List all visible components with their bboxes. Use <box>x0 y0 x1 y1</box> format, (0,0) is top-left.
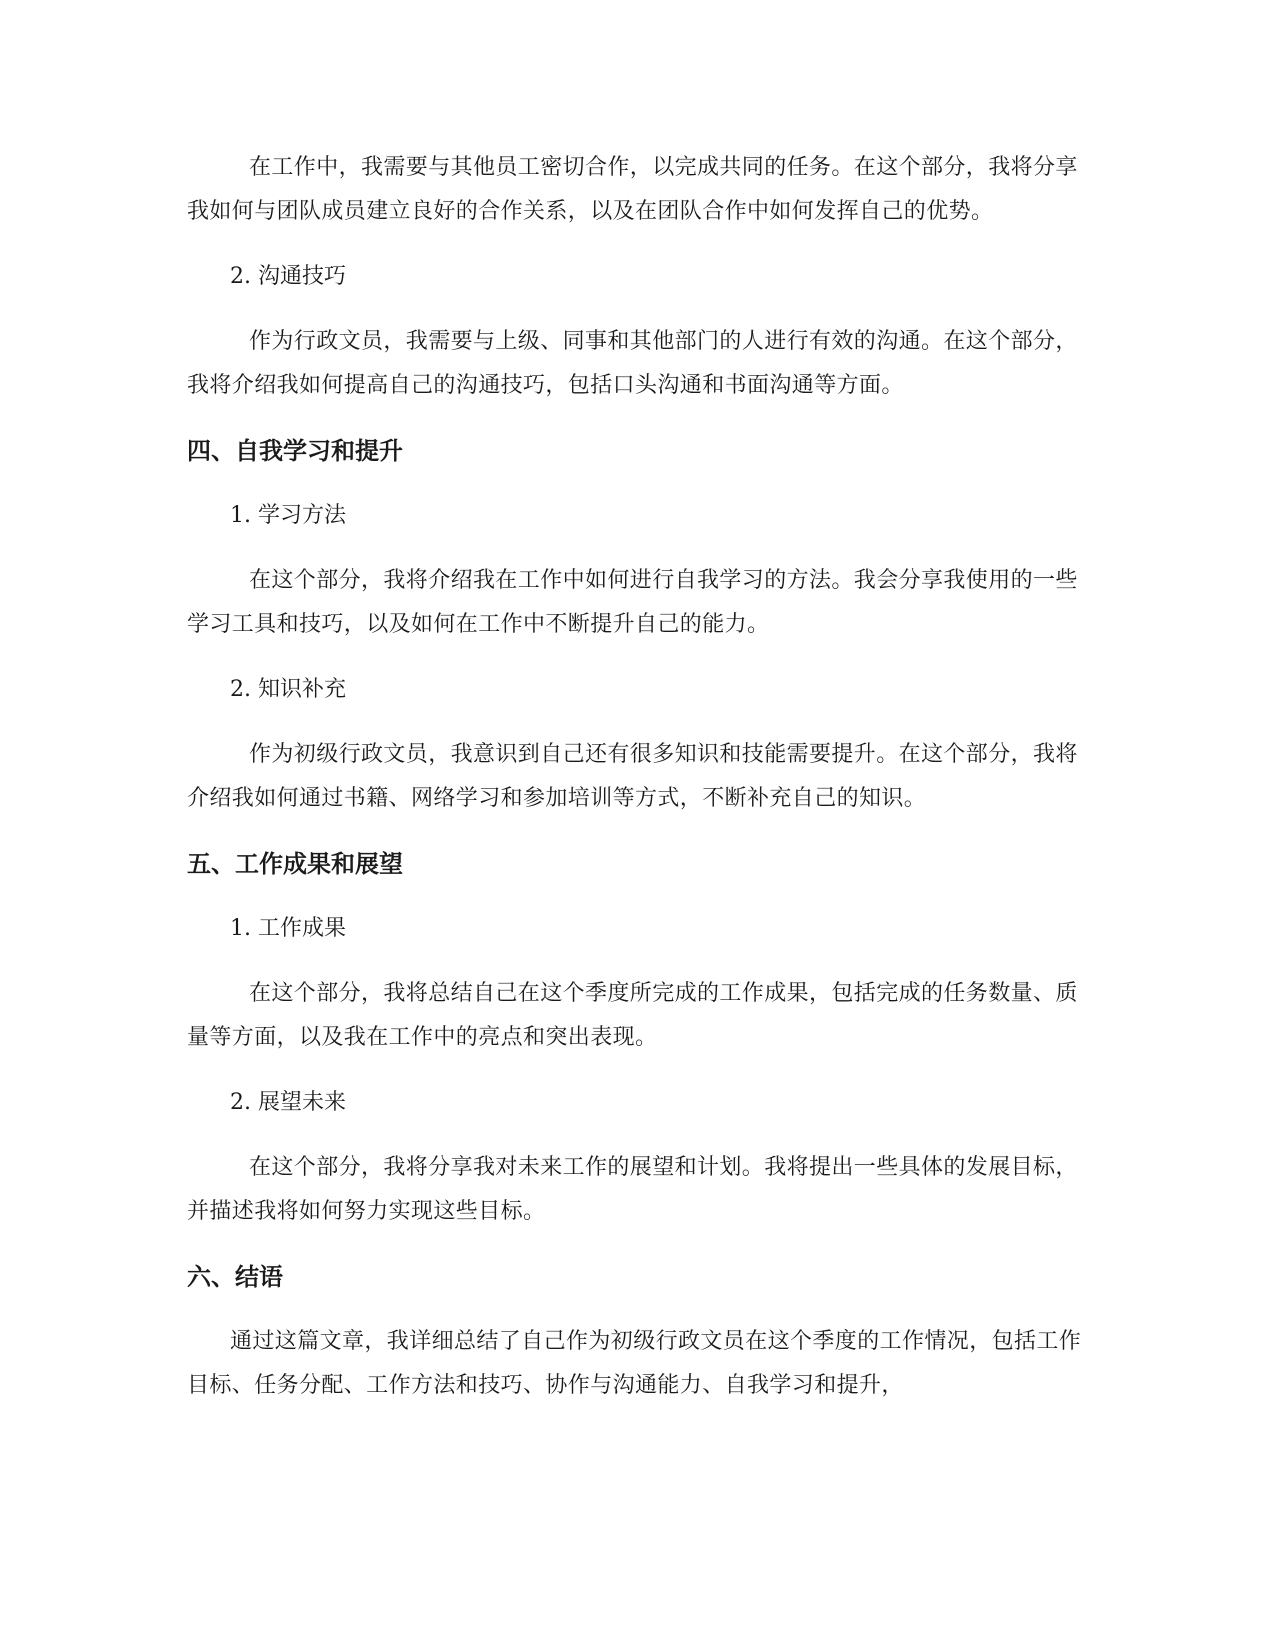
section-title-conclusion: 六、结语 <box>187 1263 283 1291</box>
section-title-results-outlook: 五、工作成果和展望 <box>187 850 403 878</box>
subheading-knowledge-supplement: 2. 知识补充 <box>230 677 346 702</box>
paragraph-future-outlook: 在这个部分，我将分享我对未来工作的展望和计划。我将提出一些具体的发展目标，并描述我将如何努力实现这些目标。 <box>187 1155 1078 1224</box>
document-body <box>187 146 1087 1429</box>
subheading-communication-skills: 2. 沟通技巧 <box>230 264 346 289</box>
section-title-self-learning: 四、自我学习和提升 <box>187 437 403 465</box>
paragraph-communication: 作为行政文员，我需要与上级、同事和其他部门的人进行有效的沟通。在这个部分，我将介绍我如何提高自己的沟通技巧，包括口头沟通和书面沟通等方面。 <box>187 329 1078 398</box>
paragraph-teamwork: 在工作中，我需要与其他员工密切合作，以完成共同的任务。在这个部分，我将分享我如何与团队成员建立良好的合作关系，以及在团队合作中如何发挥自己的优势。 <box>187 155 1078 224</box>
paragraph-knowledge-supplement: 作为初级行政文员，我意识到自己还有很多知识和技能需要提升。在这个部分，我将介绍我如何通过书籍、网络学习和参加培训等方式，不断补充自己的知识。 <box>187 742 1078 811</box>
subheading-work-results: 1. 工作成果 <box>230 916 346 941</box>
subheading-future-outlook: 2. 展望未来 <box>230 1090 346 1115</box>
paragraph-work-results: 在这个部分，我将总结自己在这个季度所完成的工作成果，包括完成的任务数量、质量等方面，以及我在工作中的亮点和突出表现。 <box>187 981 1078 1050</box>
paragraph-conclusion: 通过这篇文章，我详细总结了自己作为初级行政文员在这个季度的工作情况，包括工作目标、任务分配、工作方法和技巧、协作与沟通能力、自我学习和提升， <box>187 1329 1082 1398</box>
paragraph-learning-methods: 在这个部分，我将介绍我在工作中如何进行自我学习的方法。我会分享我使用的一些学习工具和技巧，以及如何在工作中不断提升自己的能力。 <box>187 568 1078 637</box>
subheading-learning-methods: 1. 学习方法 <box>230 503 346 528</box>
